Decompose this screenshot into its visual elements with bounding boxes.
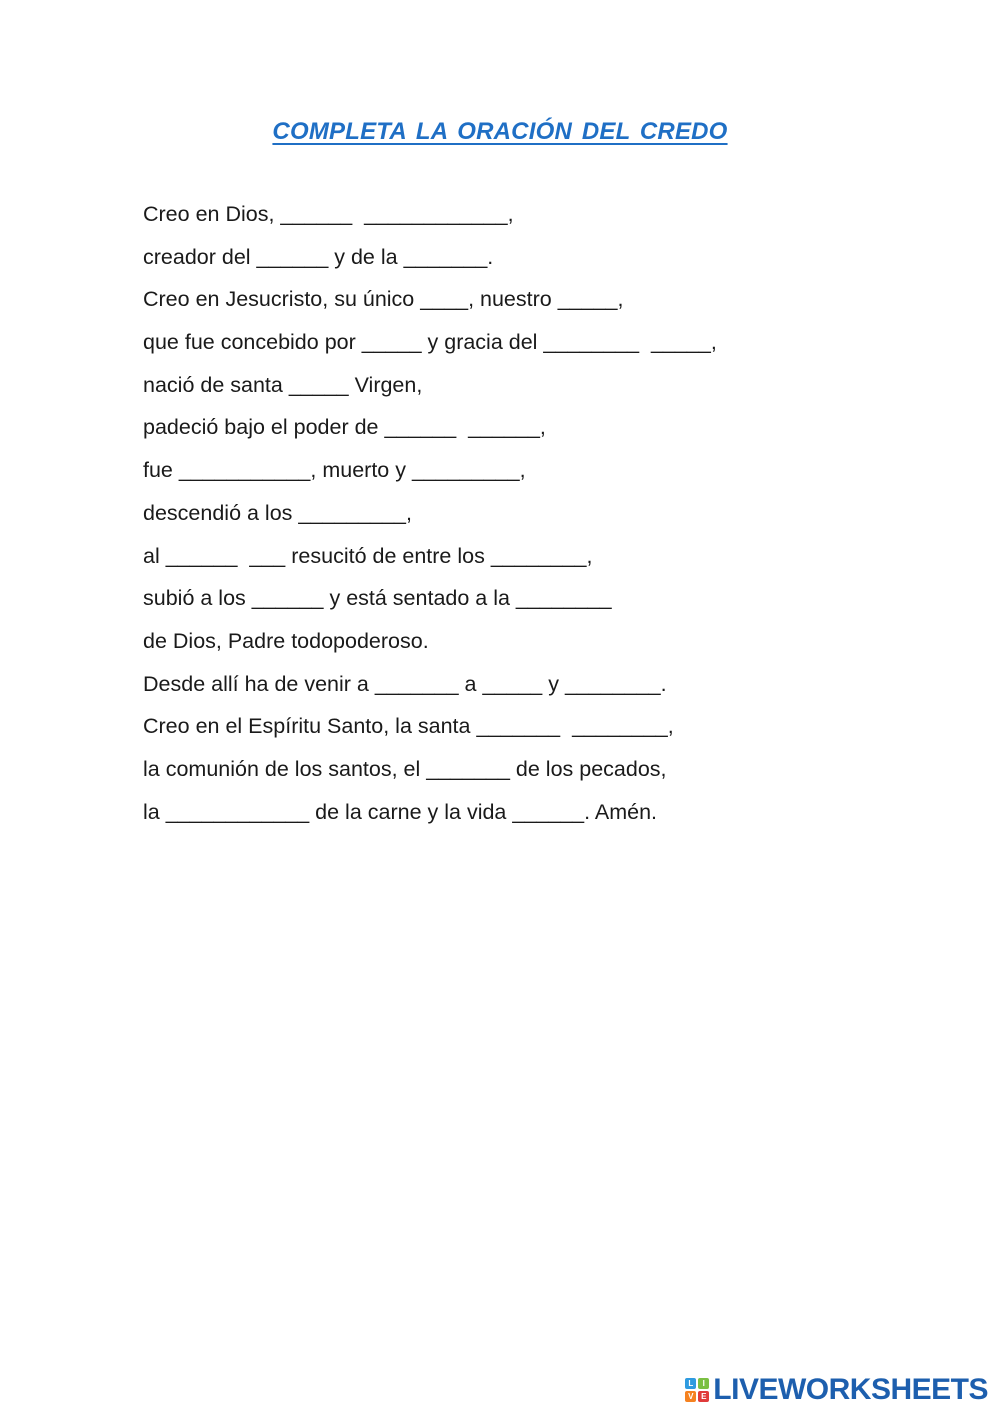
- prayer-line: que fue concebido por _____ y gracia del ________ _____,: [143, 330, 717, 355]
- prayer-line: subió a los ______ y está sentado a la ________: [143, 586, 612, 611]
- prayer-line: nació de santa _____ Virgen,: [143, 372, 423, 397]
- liveworksheets-brand: [685, 1372, 988, 1408]
- prayer-line: Desde allí ha de venir a _______ a _____ y ________.: [143, 671, 667, 696]
- logo-tile: E: [698, 1391, 709, 1402]
- prayer-line: Creo en Jesucristo, su único ____, nuestro _____,: [143, 287, 624, 312]
- prayer-line: la ____________ de la carne y la vida ______. Amén.: [143, 799, 658, 824]
- prayer-line: descendió a los _________,: [143, 500, 412, 525]
- prayer-line: fue ___________, muerto y _________,: [143, 458, 526, 483]
- page-title: COMPLETA LA ORACIÓN DEL CREDO: [272, 118, 728, 145]
- prayer-line: creador del ______ y de la _______.: [143, 244, 494, 269]
- brand-name: LIVEWORKSHEETS: [713, 1373, 988, 1406]
- logo-tile: I: [698, 1378, 709, 1389]
- prayer-line: de Dios, Padre todopoderoso.: [143, 628, 429, 653]
- logo-tile: L: [685, 1378, 696, 1389]
- prayer-line: la comunión de los santos, el _______ de los pecados,: [143, 756, 667, 781]
- prayer-line: al ______ ___ resucitó de entre los ________,: [143, 543, 593, 568]
- prayer-line: Creo en Dios, ______ ____________,: [143, 202, 514, 226]
- logo-tile: V: [685, 1391, 696, 1402]
- prayer-line: Creo en el Espíritu Santo, la santa _______ ________,: [143, 714, 674, 739]
- prayer-line: padeció bajo el poder de ______ ______,: [143, 415, 546, 440]
- liveworksheets-logo-icon: [685, 1378, 709, 1402]
- prayer-text: [143, 193, 943, 833]
